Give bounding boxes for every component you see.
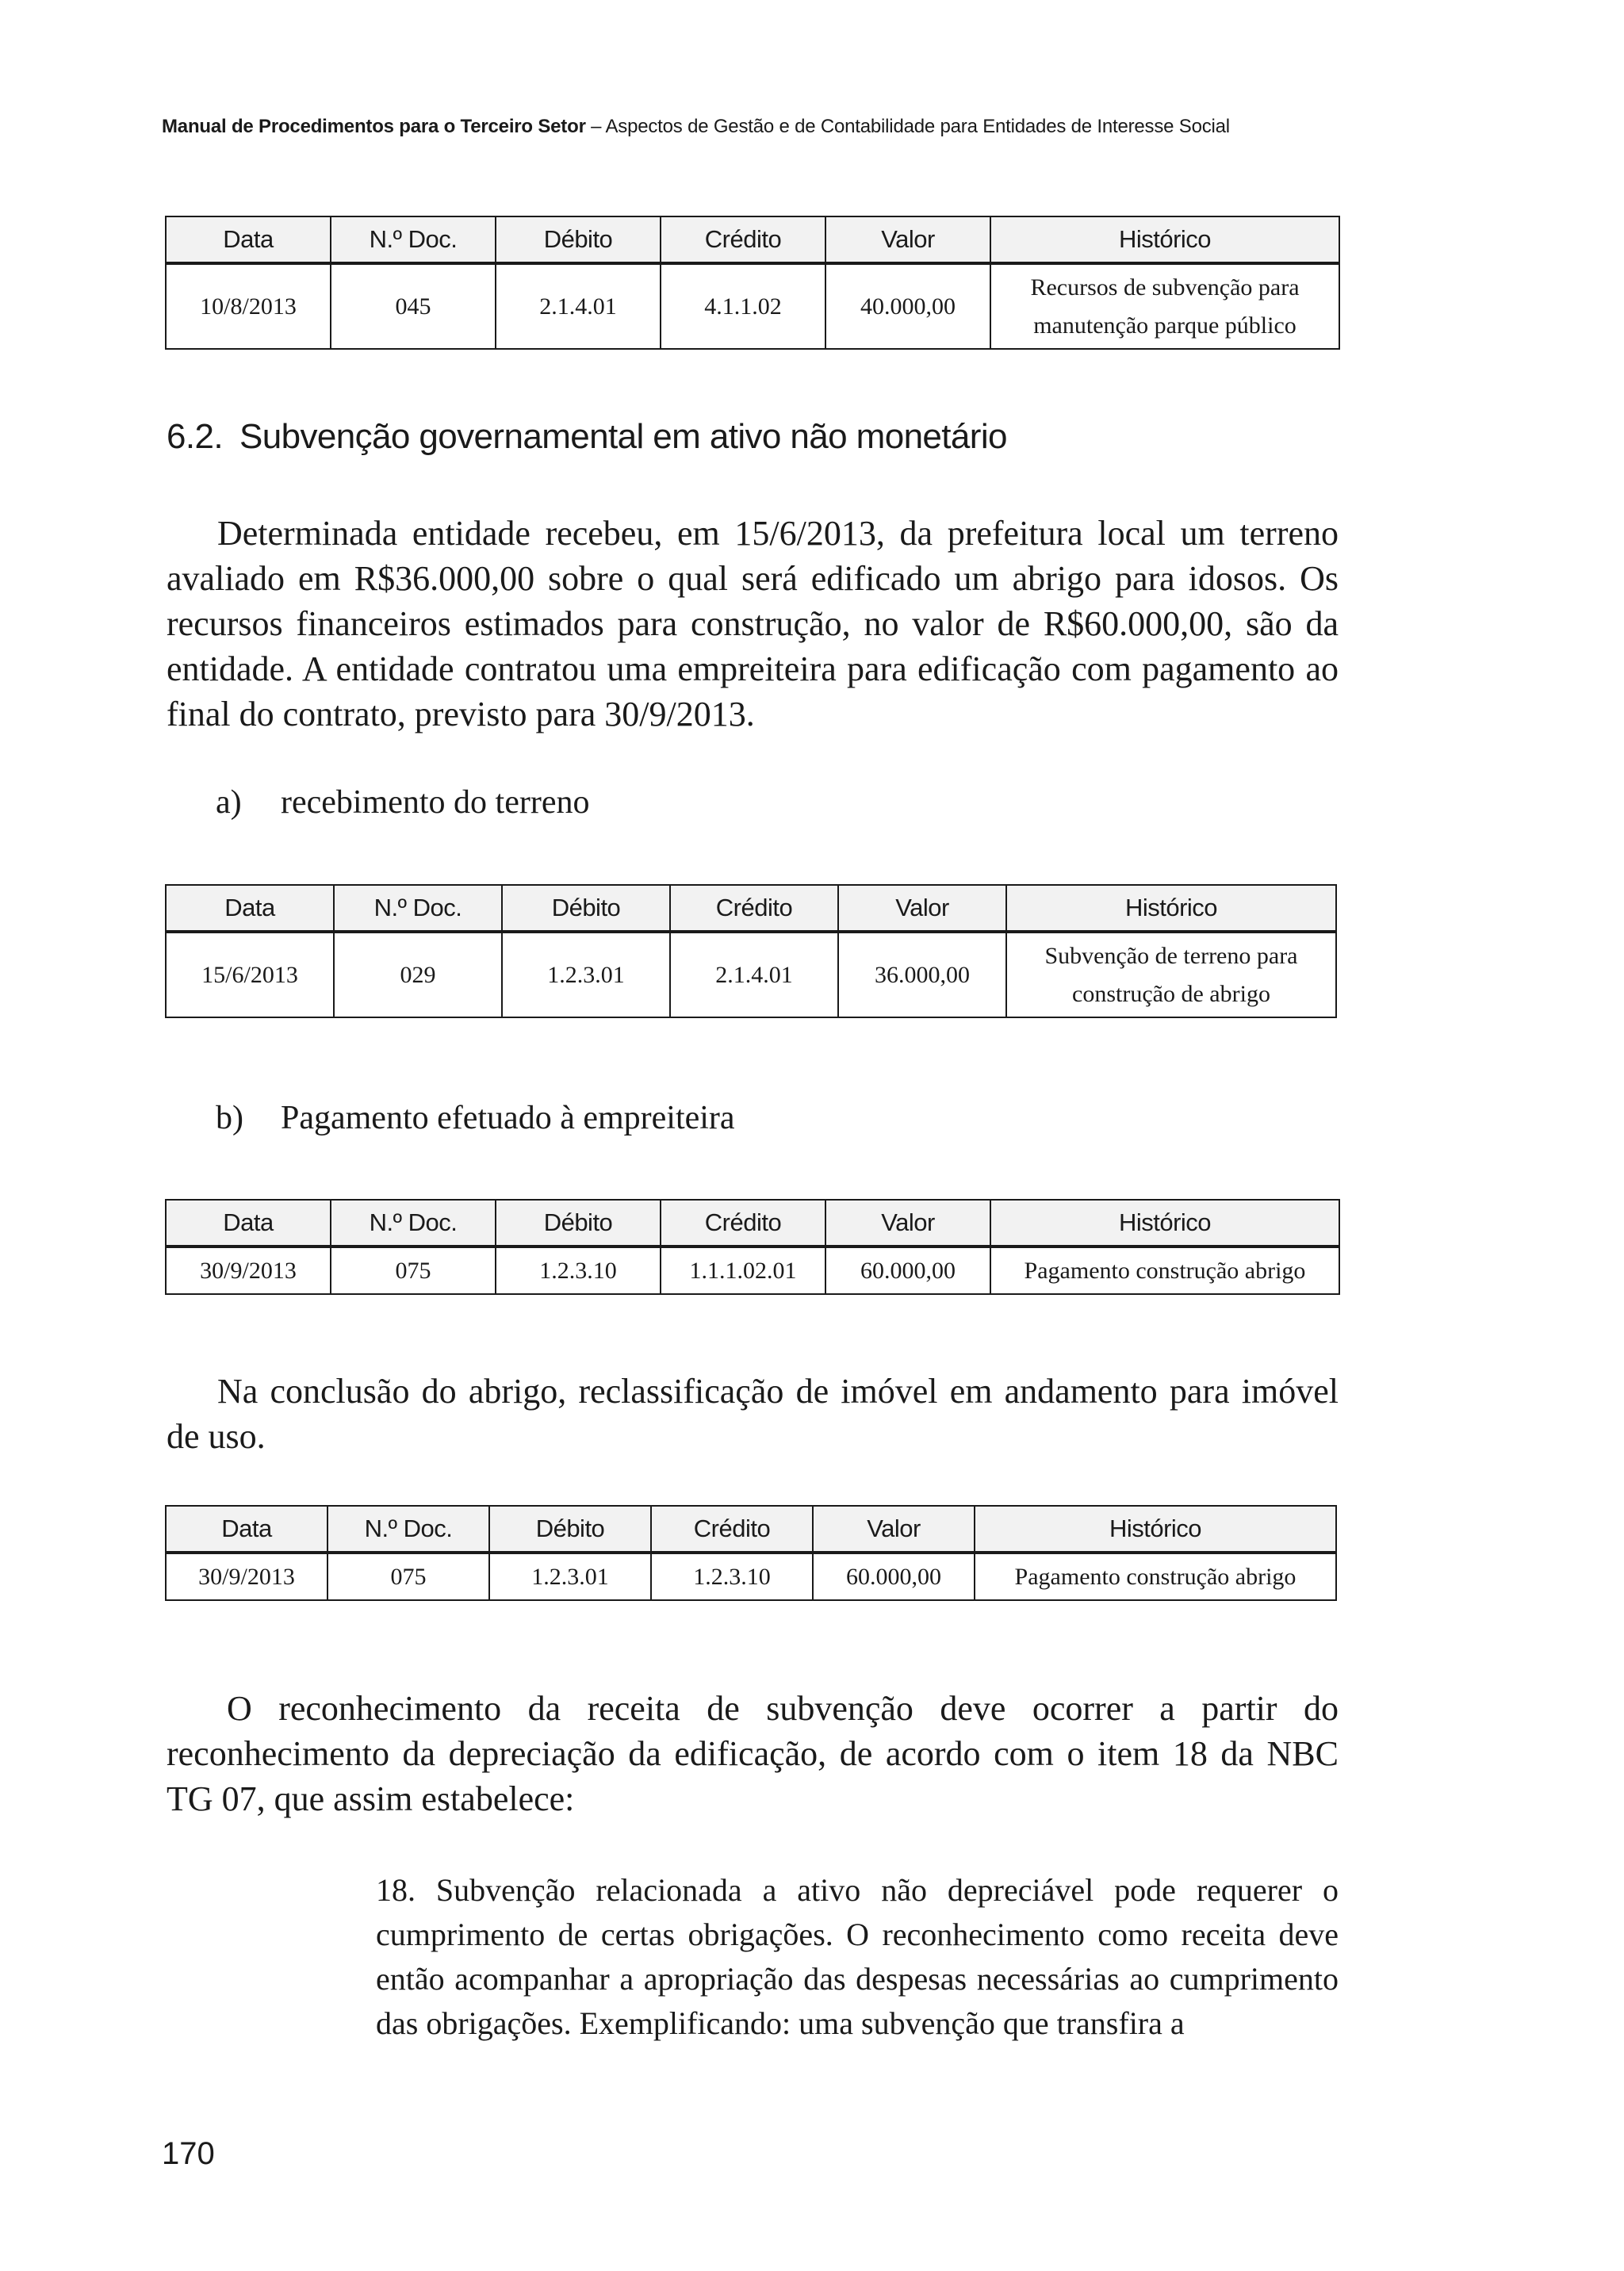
ledger-table-1 [165, 216, 1340, 350]
cell-data: 10/8/2013 [166, 263, 331, 349]
col-valor: Valor [813, 1506, 975, 1553]
section-number: 6.2. [167, 417, 223, 456]
col-debito: Débito [496, 216, 661, 263]
table-row [166, 263, 1339, 349]
cell-valor: 60.000,00 [825, 1247, 990, 1294]
col-data: Data [166, 885, 334, 932]
list-item-a [216, 783, 589, 821]
body-paragraph-1: Determinada entidade recebeu, em 15/6/2013, da prefeitura local um terreno avaliado em R$36.000,00 sobre o qual será edificado um abrigo para idosos. Os recursos financeiros estimados para construção, no valor de R$60.000,00, são da entidade. A entidade contratou uma empreiteira para edificação com pagamento ao final do contrato, previsto para 30/9/2013. [167, 514, 1339, 733]
cell-valor: 60.000,00 [813, 1553, 975, 1600]
cell-debito: 2.1.4.01 [496, 263, 661, 349]
running-header [162, 116, 1230, 138]
col-data: Data [166, 216, 331, 263]
table-header-row [166, 885, 1336, 932]
col-historico: Histórico [990, 216, 1339, 263]
col-debito: Débito [496, 1200, 661, 1247]
table-row [166, 1553, 1336, 1600]
cell-doc: 075 [331, 1247, 496, 1294]
col-debito: Débito [502, 885, 670, 932]
col-debito: Débito [489, 1506, 651, 1553]
col-valor: Valor [838, 885, 1006, 932]
cell-doc: 045 [331, 263, 496, 349]
col-credito: Crédito [661, 1200, 825, 1247]
cell-valor: 36.000,00 [838, 932, 1006, 1017]
col-credito: Crédito [661, 216, 825, 263]
cell-debito: 1.2.3.10 [496, 1247, 661, 1294]
col-doc: N.º Doc. [331, 1200, 496, 1247]
col-credito: Crédito [651, 1506, 813, 1553]
ledger-table-2 [165, 884, 1337, 1018]
body-paragraph-3: O reconhecimento da receita de subvenção deve ocorrer a partir do reconhecimento da depreciação da edificação, de acordo com o item 18 da NBC TG 07, que assim estabelece: [167, 1689, 1339, 1818]
ledger-table-4 [165, 1505, 1337, 1601]
cell-data: 30/9/2013 [166, 1247, 331, 1294]
list-item-text: Pagamento efetuado à empreiteira [281, 1100, 735, 1136]
table-row [166, 1247, 1339, 1294]
cell-data: 30/9/2013 [166, 1553, 327, 1600]
col-data: Data [166, 1506, 327, 1553]
page-number: 170 [162, 2136, 215, 2171]
table-header-row [166, 1200, 1339, 1247]
col-doc: N.º Doc. [334, 885, 502, 932]
list-item-label: b) [216, 1100, 243, 1136]
cell-historico: Pagamento construção abrigo [975, 1553, 1336, 1600]
running-header-title: Manual de Procedimentos para o Terceiro Setor [162, 116, 586, 137]
cell-credito: 1.1.1.02.01 [661, 1247, 825, 1294]
cell-data: 15/6/2013 [166, 932, 334, 1017]
cell-valor: 40.000,00 [825, 263, 990, 349]
col-historico: Histórico [1006, 885, 1336, 932]
col-valor: Valor [825, 216, 990, 263]
cell-debito: 1.2.3.01 [489, 1553, 651, 1600]
cell-doc: 075 [327, 1553, 489, 1600]
list-item-b [216, 1099, 735, 1137]
col-data: Data [166, 1200, 331, 1247]
col-doc: N.º Doc. [327, 1506, 489, 1553]
list-item-text: recebimento do terreno [281, 784, 590, 821]
section-title: Subvenção governamental em ativo não monetário [239, 417, 1007, 456]
cell-historico: Pagamento construção abrigo [990, 1247, 1339, 1294]
col-credito: Crédito [670, 885, 838, 932]
col-valor: Valor [825, 1200, 990, 1247]
cell-debito: 1.2.3.01 [502, 932, 670, 1017]
col-doc: N.º Doc. [331, 216, 496, 263]
body-paragraph-2: Na conclusão do abrigo, reclassificação de imóvel em andamento para imóvel de uso. [167, 1372, 1339, 1456]
table-row [166, 932, 1336, 1017]
block-quote: 18. Subvenção relacionada a ativo não depreciável pode requerer o cumprimento de certas obrigações. O reconhecimento como receita deve então acompanhar a apropriação das despesas necessárias ao cumprimento das obrigações. Exemplificando: uma subvenção que transfira a [376, 1872, 1339, 2041]
cell-historico: Recursos de subvenção para manutenção parque público [990, 263, 1339, 349]
col-historico: Histórico [990, 1200, 1339, 1247]
cell-credito: 4.1.1.02 [661, 263, 825, 349]
ledger-table-3 [165, 1199, 1340, 1295]
cell-credito: 2.1.4.01 [670, 932, 838, 1017]
cell-historico: Subvenção de terreno para construção de abrigo [1006, 932, 1336, 1017]
cell-doc: 029 [334, 932, 502, 1017]
table-header-row [166, 1506, 1336, 1553]
list-item-label: a) [216, 784, 242, 821]
running-header-subtitle: – Aspectos de Gestão e de Contabilidade para Entidades de Interesse Social [585, 116, 1230, 137]
cell-credito: 1.2.3.10 [651, 1553, 813, 1600]
col-historico: Histórico [975, 1506, 1336, 1553]
section-heading [167, 417, 1007, 457]
table-header-row [166, 216, 1339, 263]
